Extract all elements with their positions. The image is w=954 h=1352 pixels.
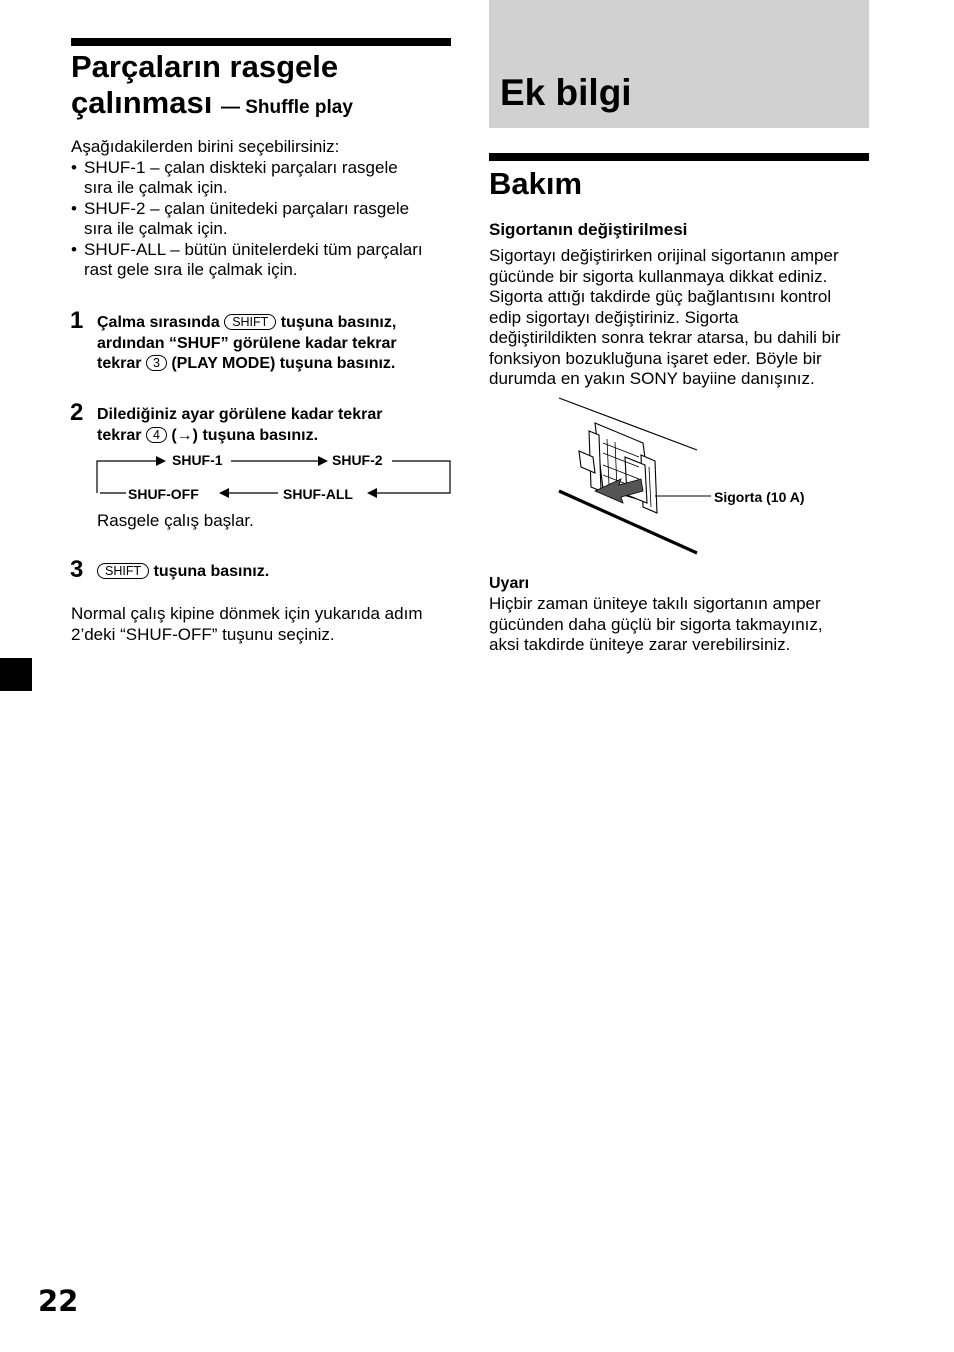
- section-rule: [489, 153, 869, 161]
- shuffle-cycle-diagram: [96, 450, 456, 500]
- warning-title: Uyarı: [489, 575, 530, 592]
- bullet-item: • SHUF-ALL – bütün ünitelerdeki tüm parçaları rast gele sıra ile çalmak için.: [71, 240, 461, 281]
- shift-key: SHIFT: [97, 563, 149, 579]
- fuse-body: Sigortayı değiştirirken orijinal sigortanın amper gücünde bir sigorta kullanmaya dikkat ediniz. Sigorta attığı takdirde güç bağlantısını kontrol edip sigortayı değiştiriniz. Sigorta değiştirildikten sonra tekrar atarsa, bu dahili bir fonksiyon bozukluğuna işaret eder. Böyle bir durumda en yakın SONY bayiine danışınız.: [489, 246, 841, 388]
- section-rule: [71, 38, 451, 46]
- step1-number: 1: [70, 307, 84, 334]
- fuse-illustration-icon: [555, 395, 855, 560]
- step3-text: SHIFT tuşuna basınız.: [97, 562, 269, 583]
- subheading: Sigortanın değiştirilmesi: [489, 220, 688, 239]
- section-title: Ek bilgi: [500, 72, 632, 113]
- shufoff-label: SHUF-OFF: [128, 486, 199, 502]
- title-line2: çalınması — Shuffle play: [71, 85, 353, 120]
- intro-text: Aşağıdakilerden birini seçebilirsiniz:: [71, 137, 340, 156]
- right-arrow-icon: →: [176, 426, 193, 444]
- page-number: 22: [38, 1284, 79, 1318]
- fuse-label: Sigorta (10 A): [714, 489, 805, 505]
- step2-number: 2: [70, 399, 84, 426]
- chapter-tab: [0, 658, 32, 691]
- footer-note: Normal çalış kipine dönmek için yukarıda adım 2’deki “SHUF-OFF” tuşunu seçiniz.: [71, 604, 423, 644]
- left-title: [71, 49, 471, 126]
- key-3: 3: [146, 355, 167, 371]
- shuf2-label: SHUF-2: [332, 452, 383, 468]
- title-suffix: — Shuffle play: [220, 97, 353, 118]
- shift-key: SHIFT: [224, 314, 276, 330]
- step2-result: Rasgele çalış başlar.: [97, 511, 254, 530]
- heading-bakim: Bakım: [489, 166, 583, 201]
- title-line1: Parçaların rasgele: [71, 49, 339, 84]
- fuse-figure: [555, 395, 855, 560]
- bullet-item: • SHUF-2 – çalan ünitedeki parçaları rasgele sıra ile çalmak için.: [71, 199, 461, 240]
- bullet-item: • SHUF-1 – çalan diskteki parçaları rasgele sıra ile çalmak için.: [71, 158, 461, 199]
- key-4: 4: [146, 427, 167, 443]
- warning-body: Hiçbir zaman üniteye takılı sigortanın amper gücünden daha güçlü bir sigorta takmayınız, aksi takdirde üniteye zarar verebilirsiniz.: [489, 594, 823, 654]
- intro-block: [71, 137, 461, 281]
- step2-text: Dilediğiniz ayar görülene kadar tekrar tekrar 4 (→) tuşuna basınız.: [97, 406, 383, 444]
- shuf1-label: SHUF-1: [172, 452, 223, 468]
- step3-number: 3: [70, 556, 84, 583]
- shufall-label: SHUF-ALL: [283, 486, 353, 502]
- step1-text: Çalma sırasında SHIFT tuşuna basınız, ardından “SHUF” görülene kadar tekrar tekrar 3 (PLAY MODE) tuşuna basınız.: [97, 314, 397, 372]
